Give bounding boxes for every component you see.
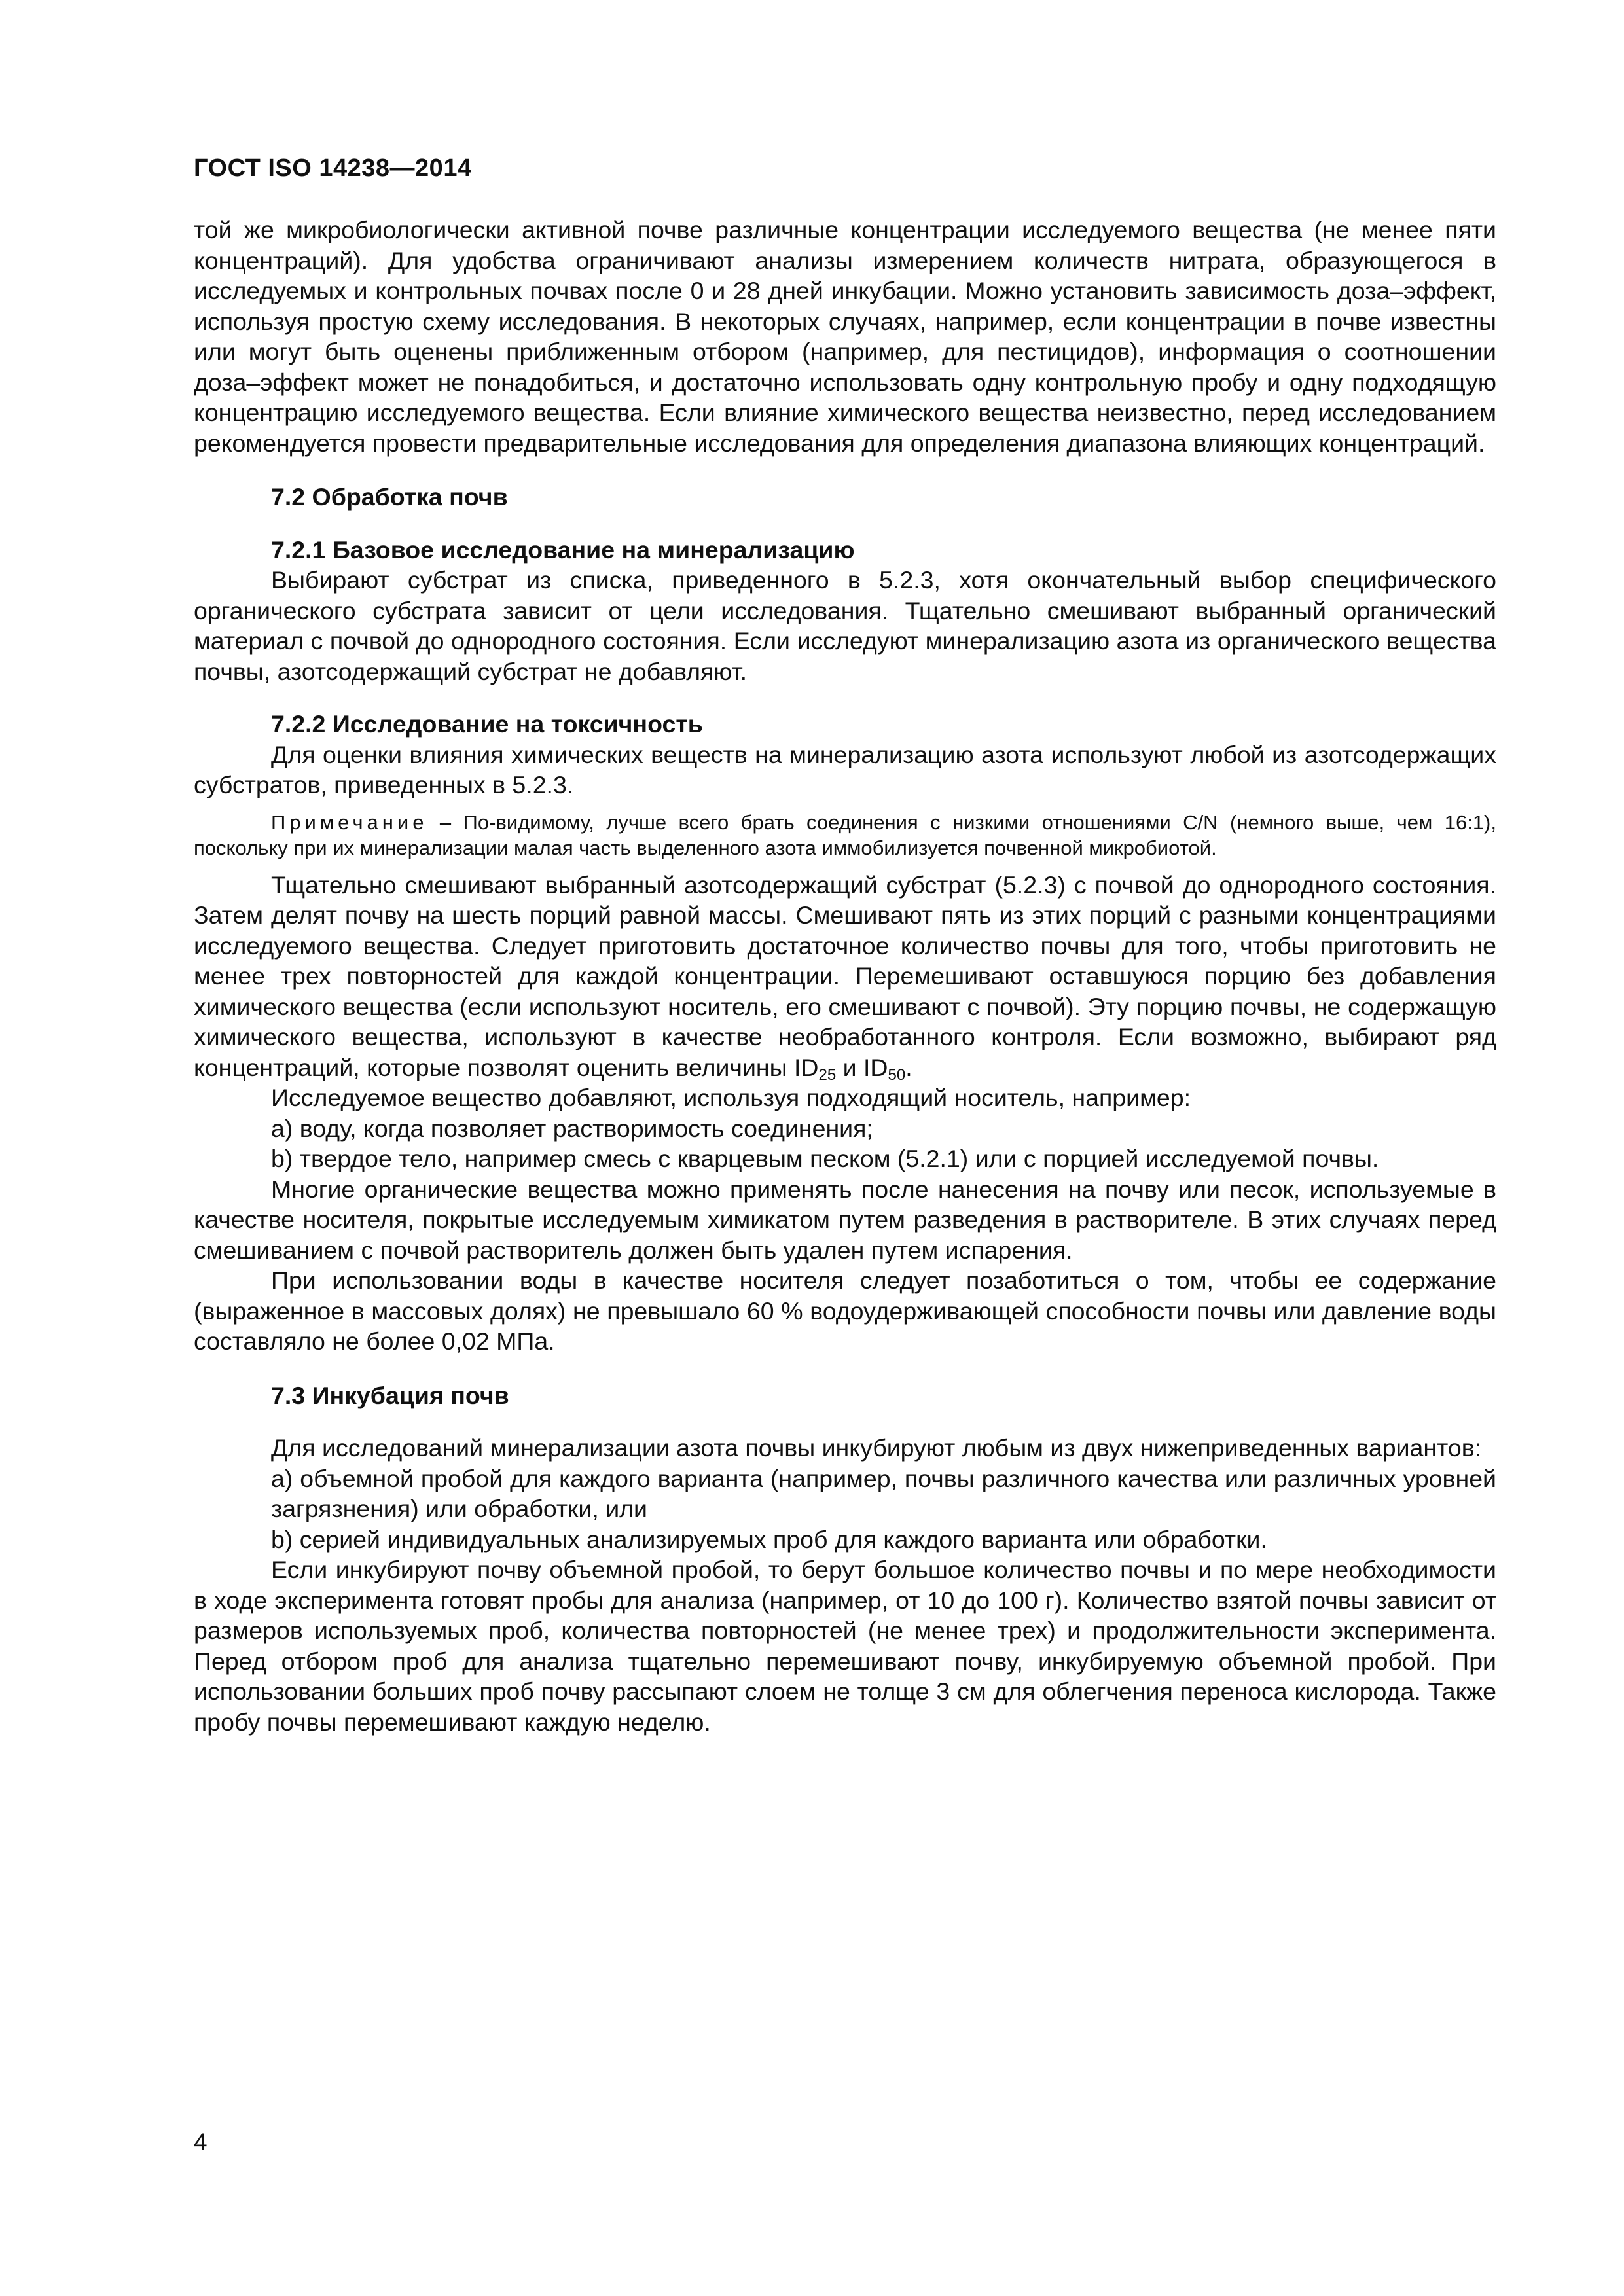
list-item-a: a) воду, когда позволяет растворимость соединения;: [271, 1114, 873, 1142]
paragraph-mixing-text: Тщательно смешивают выбранный азотсодержащий субстрат (5.2.3) с почвой до однородного состояния. Затем делят почву на шесть порций равной массы. Смешивают пять из этих порций с разными концентрациями исследуемого вещества. Следует приготовить достаточное количество почвы для того, чтобы приготовить не менее трех повторностей для каждой концентрации. Перемешивают оставшуюся порцию без добавления химического вещества (если используют носитель, его смешивают с почвой). Эту порцию почвы, не содержащую химического вещества, используют в качестве необработанного контроля. Если возможно, выбирают ряд концентраций, которые позволят оценить величины ID: [194, 870, 1496, 1081]
subscript-25: 25: [818, 1066, 837, 1084]
list-item-b: b) твердое тело, например смесь с кварцевым песком (5.2.1) или с порцией исследуемой почвы.: [271, 1145, 1379, 1172]
page-number: 4: [194, 2128, 208, 2155]
list-item-7-3-a: a) объемной пробой для каждого варианта (например, почвы различного качества или различных уровней загрязнения) или обработки, или: [271, 1464, 1496, 1522]
list-item-7-3-b: b) серией индивидуальных анализируемых проб для каждого варианта или обработки.: [271, 1525, 1267, 1553]
paragraph-7-2-2: Для оценки влияния химических веществ на минерализацию азота используют любой из азотсодержащих субстратов, приведенных в 5.2.3.: [194, 740, 1496, 798]
paragraph-mixing: [194, 870, 1496, 1083]
section-heading-7-2-1: 7.2.1 Базовое исследование на минерализацию: [271, 535, 855, 564]
subscript-50: 50: [888, 1066, 906, 1084]
section-heading-7-3: 7.3 Инкубация почв: [271, 1381, 509, 1409]
note-text: – По-видимому, лучше всего брать соединения с низкими отношениями C/N (немного выше, чем 16:1), поскольку при их минерализации малая часть выделенного азота иммобилизуется почвенной микробиотой.: [194, 810, 1496, 859]
period: .: [905, 1053, 912, 1081]
paragraph-organic: Многие органические вещества можно применять после нанесения на почву или песок, используемые в качестве носителя, покрытые исследуемым химикатом путем разведения в растворителе. В этих случаях перед смешиванием с почвой растворитель должен быть удален путем испарения.: [194, 1175, 1496, 1264]
section-heading-7-2-2: 7.2.2 Исследование на токсичность: [271, 710, 703, 738]
document-header: ГОСТ ISO 14238—2014: [194, 154, 472, 182]
document-body: [194, 215, 1496, 1737]
paragraph-carrier: Исследуемое вещество добавляют, используя подходящий носитель, например:: [271, 1084, 1191, 1111]
paragraph-7-3-intro: Для исследований минерализации азота почвы инкубируют любым из двух нижеприведенных вариантов:: [271, 1434, 1482, 1462]
paragraph-7-3-bulk: Если инкубируют почву объемной пробой, то берут большое количество почвы и по мере необходимости в ходе эксперимента готовят пробы для анализа (например, от 10 до 100 г). Количество взятой почвы зависит от размеров используемых проб, количества повторностей (не менее трех) и продолжительности эксперимента. Перед отбором проб для анализа тщательно перемешивают почву, инкубируемую объемной пробой. При использовании больших проб почву рассыпают слоем не толще 3 см для облегчения переноса кислорода. Также пробу почвы перемешивают каждую неделю.: [194, 1556, 1496, 1736]
paragraph-7-2-1: Выбирают субстрат из списка, приведенного в 5.2.3, хотя окончательный выбор специфического органического субстрата зависит от цели исследования. Тщательно смешивают выбранный органический материал с почвой до однородного состояния. Если исследуют минерализацию азота из органического вещества почвы, азотсодержащий субстрат не добавляют.: [194, 566, 1496, 685]
note-label: Примечание: [271, 810, 428, 834]
paragraph-intro: той же микробиологически активной почве различные концентрации исследуемого вещества (не менее пяти концентраций). Для удобства ограничивают анализы измерением количеств нитрата, образующегося в исследуемых и контрольных почвах после 0 и 28 дней инкубации. Можно установить зависимость доза–эффект, используя простую схему исследования. В некоторых случаях, например, если концентрации в почве известны или могут быть оценены приближенным отбором (например, для пестицидов), информация о соотношении доза–эффект может не понадобиться, и достаточно использовать одну контрольную пробу и одну подходящую концентрацию исследуемого вещества. Если влияние химического вещества неизвестно, перед исследованием рекомендуется провести предварительные исследования для определения диапазона влияющих концентраций.: [194, 216, 1496, 457]
conjunction: и ID: [836, 1053, 888, 1081]
section-heading-7-2: 7.2 Обработка почв: [271, 483, 508, 511]
paragraph-water: При использовании воды в качестве носителя следует позаботиться о том, чтобы ее содержание (выраженное в массовых долях) не превышало 60 % водоудерживающей способности почвы или давление воды составляло не более 0,02 МПа.: [194, 1266, 1496, 1355]
note: [194, 810, 1496, 861]
